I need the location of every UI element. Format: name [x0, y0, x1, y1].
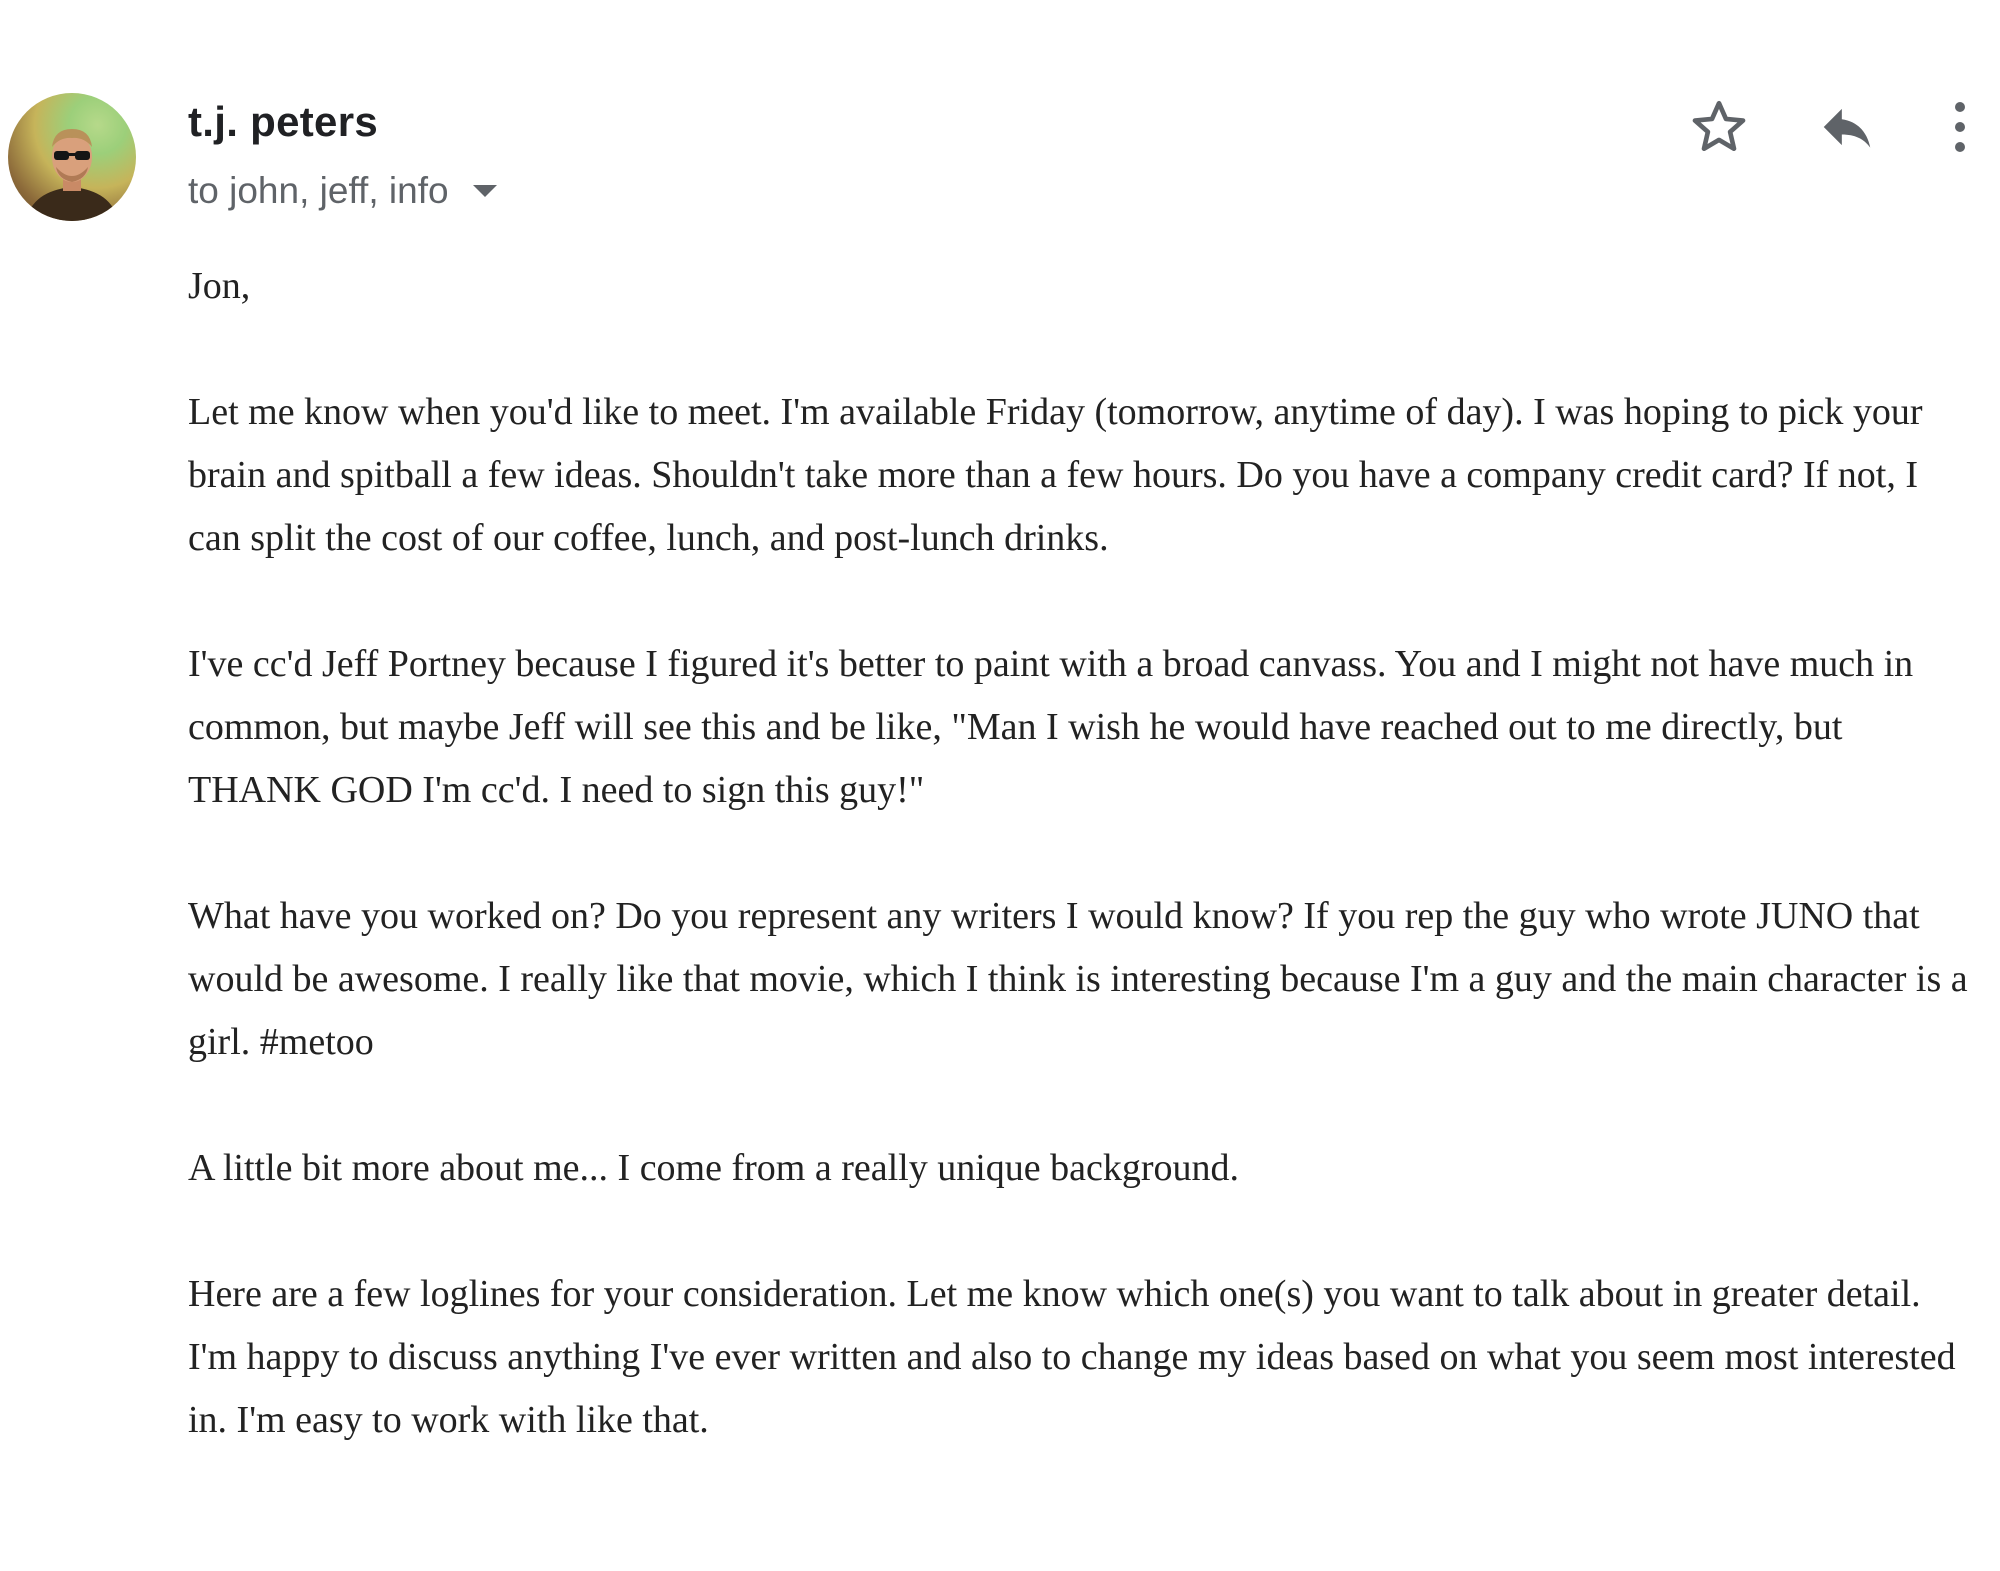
greeting: Jon,	[188, 265, 251, 307]
recipients-line: to john, jeff, info	[188, 170, 449, 211]
star-button[interactable]	[1684, 92, 1754, 162]
caret-down-icon[interactable]	[473, 185, 497, 197]
avatar-photo-icon	[8, 93, 136, 221]
star-outline-icon	[1688, 96, 1750, 158]
body-paragraph: What have you worked on? Do you represent any writers I would know? If you rep the guy who wrote JUNO that would be awesome. I really like that movie, which I think is interesting because I'm a guy and the main character is a girl. #metoo	[188, 895, 1968, 1063]
sender-avatar[interactable]	[8, 93, 136, 221]
body-paragraph: Let me know when you'd like to meet. I'm available Friday (tomorrow, anytime of day). I was hoping to pick your brain and spitball a few ideas. Shouldn't take more than a few hours. Do you have a company credit card? If not, I can split the cost of our coffee, lunch, and post-lunch drinks.	[188, 391, 1923, 559]
recipients-toggle[interactable]	[188, 168, 497, 214]
message-body	[188, 255, 1978, 1515]
more-vertical-icon	[1950, 96, 1970, 158]
body-paragraph: Here are a few loglines for your consideration. Let me know which one(s) you want to talk about in greater detail. I'm happy to discuss anything I've ever written and also to change my ideas based on what you seem most interested in. I'm easy to work with like that.	[188, 1273, 1956, 1441]
reply-button[interactable]	[1812, 92, 1882, 162]
sender-name: t.j. peters	[188, 98, 379, 145]
more-options-button[interactable]	[1940, 92, 1980, 162]
message-actions	[1684, 92, 1980, 162]
body-paragraph: A little bit more about me... I come from a really unique background.	[188, 1147, 1240, 1189]
body-paragraph: I've cc'd Jeff Portney because I figured it's better to paint with a broad canvass. You and I might not have much in common, but maybe Jeff will see this and be like, "Man I wish he would have reached out to me directly, but THANK GOD I'm cc'd. I need to sign this guy!"	[188, 643, 1914, 811]
reply-arrow-icon	[1816, 96, 1878, 158]
